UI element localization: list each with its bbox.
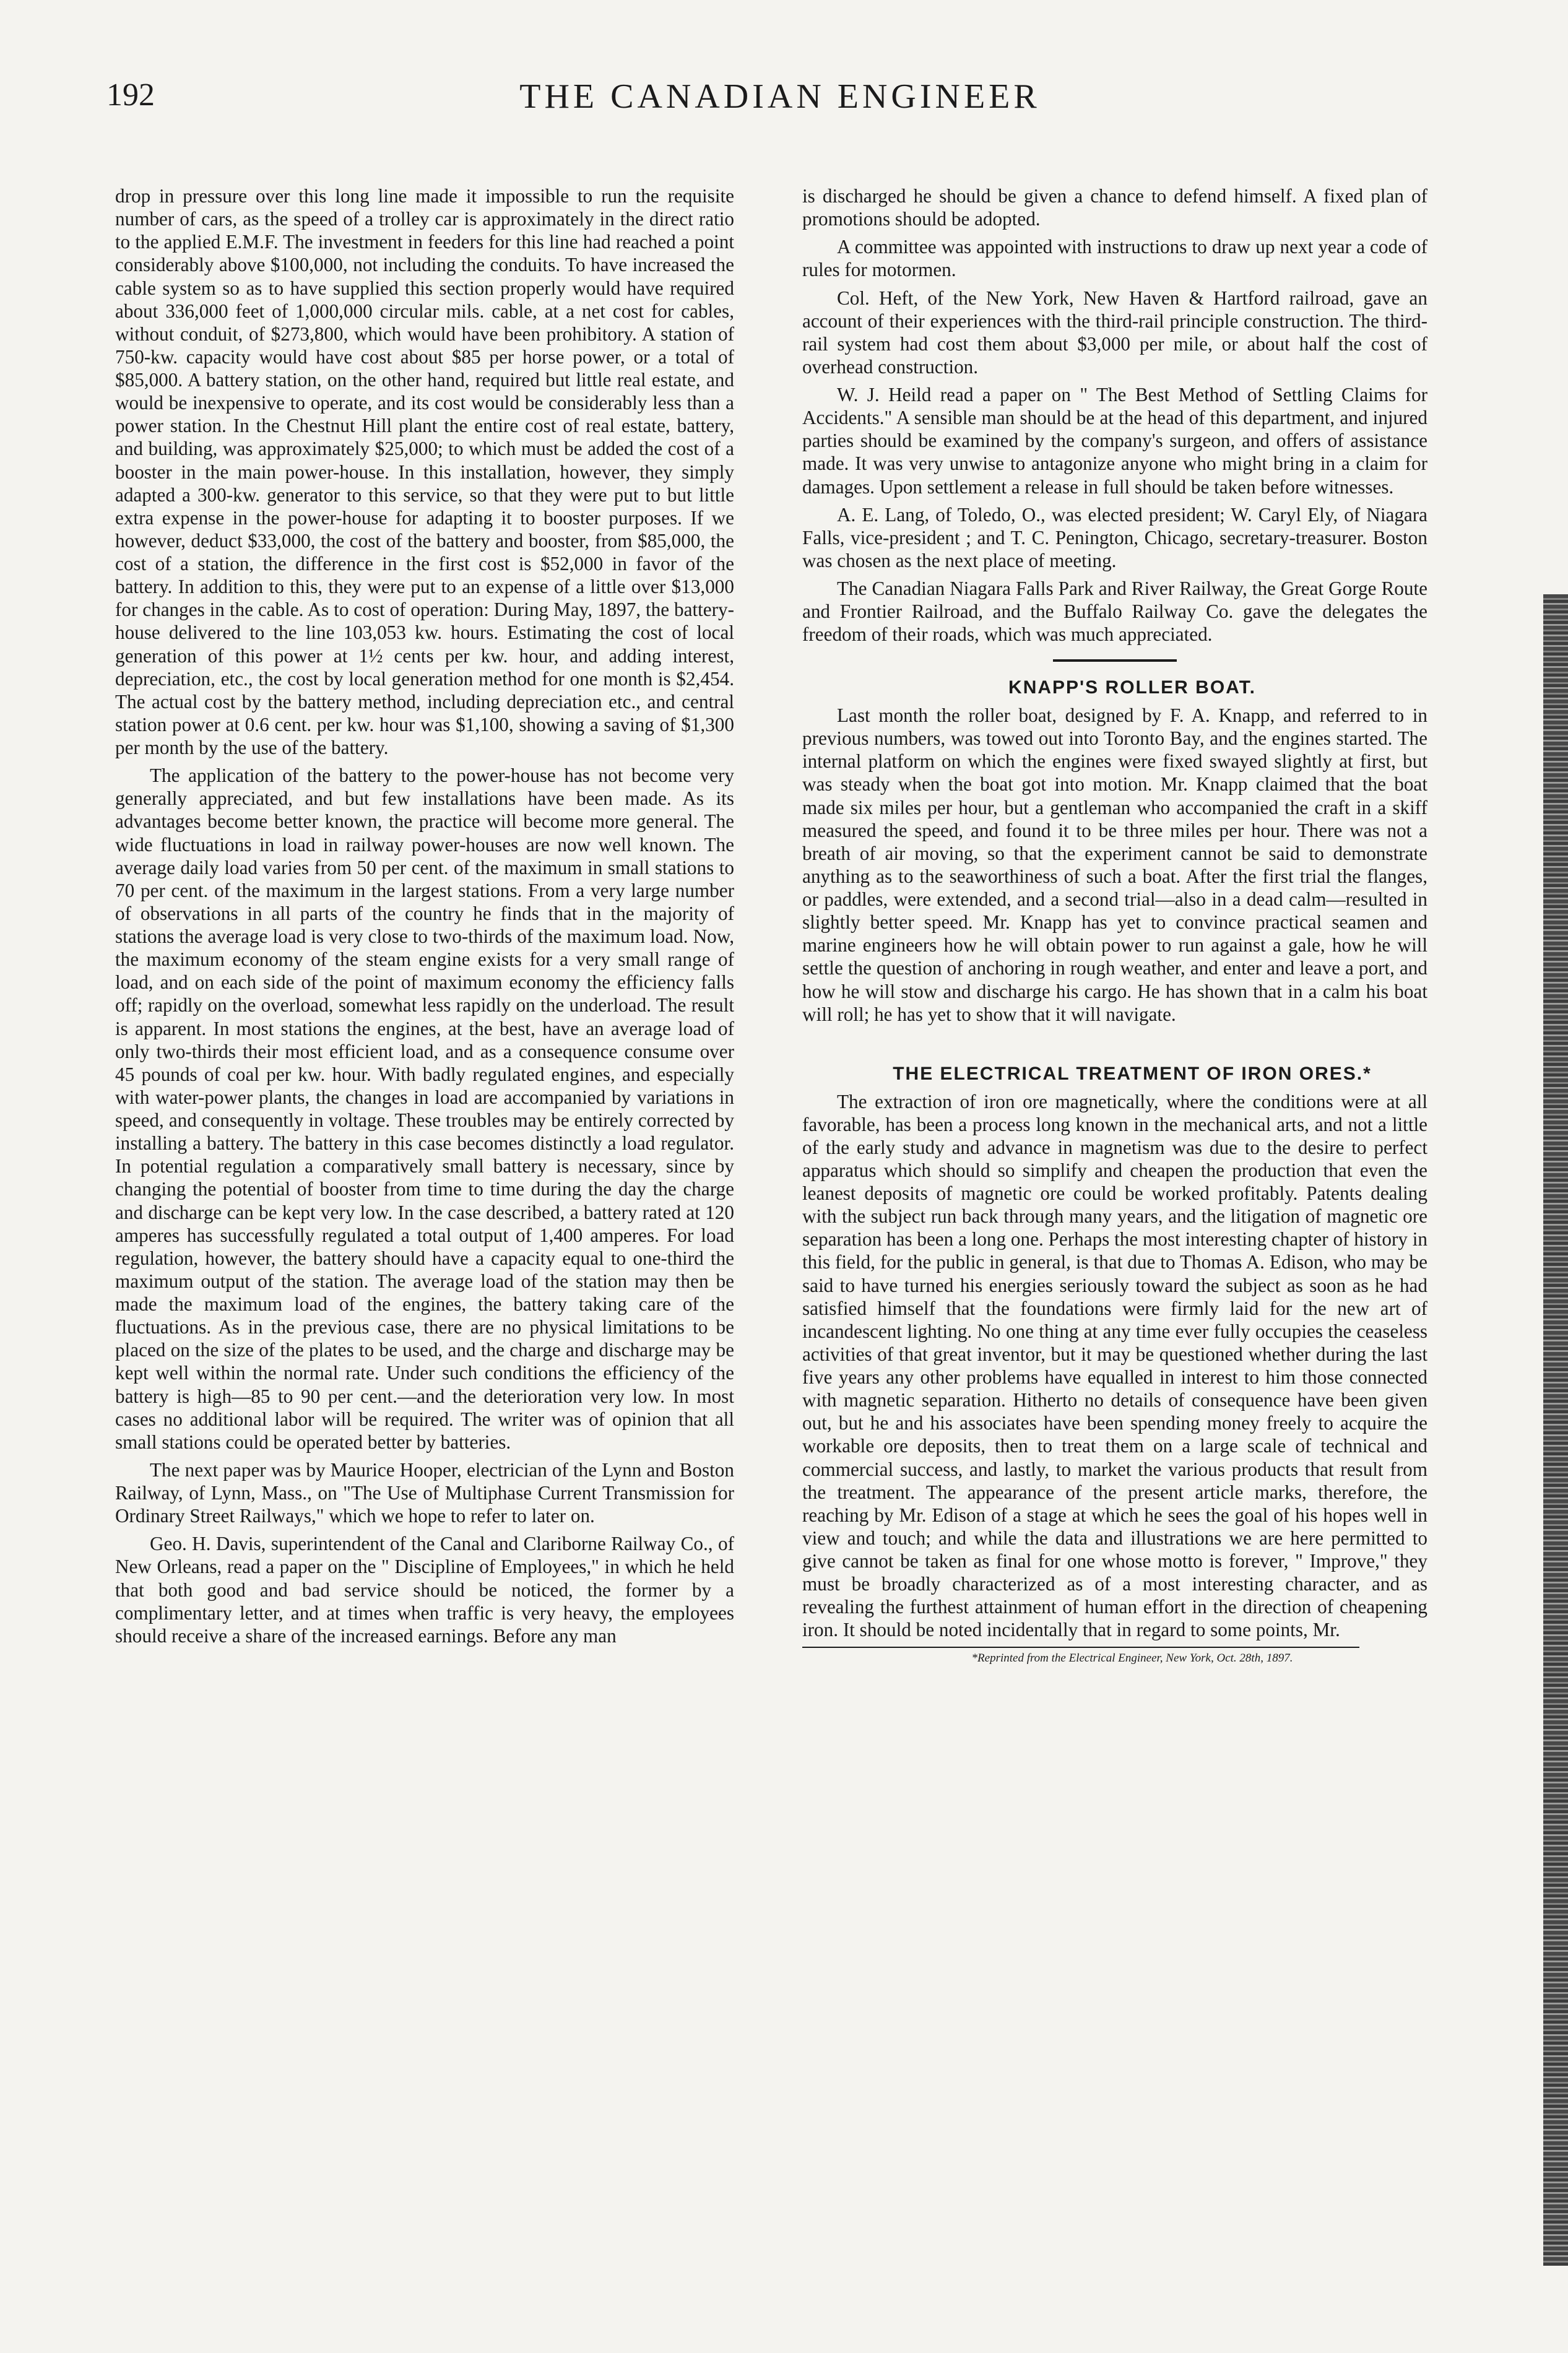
page-number: 192 <box>106 77 155 113</box>
paragraph: Last month the roller boat, designed by F. A. Knapp, and referred to in previous numbers, was towed out into Toronto Bay, and the engines started. The internal platform on which the engines were fixed swayed slightly at first, but was steady when the boat got into motion. Mr. Knapp claimed that the boat made six miles per hour, but a gentleman who accompanied the craft in a skiff measured the speed, and found it to be three miles per hour. There was not a breath of air moving, so that the experiment cannot be said to demonstrate anything as to the seaworthiness of such a boat. After the first trial the flanges, or paddles, were extended, and a second trial—also in a dead calm—resulted in slightly better speed. Mr. Knapp has yet to convince practical seamen and marine engineers how he will obtain power to run against a gale, how he will settle the question of anchoring in rough weather, and enter and leave a port, and how he will stow and discharge his cargo. He has shown that in a calm his boat will roll; he has yet to show that it will navigate. <box>802 704 1427 1025</box>
left-column <box>115 184 734 1647</box>
paragraph: The extraction of iron ore magnetically, where the conditions were at all favorable, has been a process long known in the mechanical arts, and not a little of the early study and advance in magnetism was due to the desire to perfect apparatus which should so simplify and cheapen the production that even the leanest deposits of magnetic ore could be worked profitably. Patents dealing with the subject run back through many years, and the litigation of magnetic ore separation has been a long one. Perhaps the most interesting chapter of history in this field, for the public in general, is that due to Thomas A. Edison, who may be said to have turned his energies seriously toward the subject as soon as he had satisfied himself that the foundations were firmly laid for the new art of incandescent lighting. No one thing at any time ever fully occupies the ceaseless activities of that great inventor, but it may be questioned whether during the last five years any other problems have equalled in interest to him those connected with magnetic separation. Hitherto no details of consequence have been given out, but he and his associates have been spending money freely to acquire the workable ore deposits, then to treat them on a large scale of technical and commercial success, and lastly, to market the various products that result from the treatment. The appearance of the present article marks, therefore, the reaching by Mr. Edison of a stage at which he sees the goal of his hopes well in view and touch; and while the data and illustrations we are here permitted to give cannot be taken as final for one whose motto is forever, " Improve," they must be broadly characterized as of a most interesting character, and as revealing the furthest attainment of human effort in the direction of cheapening iron. It should be noted incidentally that in regard to some points, Mr. <box>802 1090 1427 1641</box>
paragraph: Geo. H. Davis, superintendent of the Canal and Clariborne Railway Co., of New Orleans, read a paper on the " Discipline of Employees," in which he held that both good and bad service should be noticed, the former by a complimentary letter, and at times when traffic is very heavy, the employees should receive a share of the increased earnings. Before any man <box>115 1533 734 1647</box>
paragraph: is discharged he should be given a chance to defend himself. A fixed plan of promotions should be adopted. <box>802 185 1427 230</box>
section-divider <box>1053 659 1177 662</box>
paragraph: A. E. Lang, of Toledo, O., was elected president; W. Caryl Ely, of Niagara Falls, vice-president ; and T. C. Penington, Chicago, secretary-treasurer. Boston was chosen as the next place of meeting. <box>802 503 1427 571</box>
paragraph: drop in pressure over this long line made it impossible to run the requisite number of cars, as the speed of a trolley car is approximately in the direct ratio to the applied E.M.F. The investment in feeders for this line had reached a point considerably above $100,000, not including the conduits. To have increased the cable system so as to have supplied this section properly would have required about 336,000 feet of 1,000,000 circular mils. cable, at a net cost for cables, without conduit, of $273,800, which would have been prohibitory. A station of 750-kw. capacity would have cost about $85 per horse power, or a total of $85,000. A battery station, on the other hand, required but little real estate, and would be inexpensive to operate, and its cost would be considerably less than a power station. In the Chestnut Hill plant the entire cost of real estate, battery, and building, was approximately $25,000; to which must be added the cost of a booster in the main power-house. In this installation, however, they simply adapted a 300-kw. generator to this service, so that they were put to but little extra expense in the power-house for adapting it to booster purposes. If we however, deduct $33,000, the cost of the battery and booster, from $85,000, the cost of a station, the difference in the first cost is $52,000 in favor of the battery. In addition to this, they were put to an expense of a little over $13,000 for changes in the cable. As to cost of operation: During May, 1897, the battery-house delivered to the line 103,053 kw. hours. Estimating the cost of local generation of this power at 1½ cents per kw. hour, and adding interest, depreciation, etc., the cost by local generation method for one month is $2,454. The actual cost by the battery method, including depreciation etc., and central station power at 0.6 cent. per kw. hour was $1,100, showing a saving of $1,300 per month by the use of the battery. <box>115 185 734 758</box>
paragraph: The application of the battery to the power-house has not become very generally appreciated, and but few installations have been made. As its advantages become better known, the practice will become more general. The wide fluctuations in load in railway power-houses are now well known. The average daily load varies from 50 per cent. of the maximum in small stations to 70 per cent. of the maximum in the largest stations. From a very large number of observations in all parts of the country he finds that in the majority of stations the average load is very close to two-thirds of the maximum load. Now, the maximum economy of the steam engine exists for a very small range of load, and on each side of the point of maximum economy the efficiency falls off; rapidly on the overload, somewhat less rapidly on the underload. The result is apparent. In most stations the engines, at the best, have an average load of only two-thirds their most efficient load, and as a consequence consume over 45 pounds of coal per kw. hour. With badly regulated engines, and especially with water-power plants, the changes in load are accompanied by variations in speed, and consequently in voltage. These troubles may be entirely corrected by installing a battery. The battery in this case becomes distinctly a load regulator. In potential regulation a comparatively small battery is necessary, since by changing the potential of booster from time to time during the day the charge and discharge can be kept very low. In the case described, a battery rated at 120 amperes has successfully regulated a total output of 1,400 amperes. For load regulation, however, the battery should have a capacity equal to one-third the maximum output of the station. The average load of the station may then be made the maximum load of the engines, the battery taking care of the fluctuations. As in the previous case, there are no physical limitations to be placed on the size of the plates to be used, and the charge and discharge may be kept well within the normal rate. Under such conditions the efficiency of the battery is high—85 to 90 per cent.—and the deterioration very low. In most cases no additional labor will be required. The writer was of opinion that all small stations could be operated better by batteries. <box>115 765 734 1453</box>
running-title: THE CANADIAN ENGINEER <box>519 77 1041 116</box>
footnote-divider <box>802 1647 1359 1648</box>
paragraph: The Canadian Niagara Falls Park and River Railway, the Great Gorge Route and Frontier Railroad, and the Buffalo Railway Co. gave the delegates the freedom of their roads, which was much appreciated. <box>802 578 1427 646</box>
paragraph: A committee was appointed with instructions to draw up next year a code of rules for motormen. <box>802 236 1427 281</box>
article-heading-iron-ores: THE ELECTRICAL TREATMENT OF IRON ORES.* <box>893 1063 1372 1084</box>
paragraph: Col. Heft, of the New York, New Haven & Hartford railroad, gave an account of their experiences with the third-rail principle construction. The third-rail system had cost them about $3,000 per mile, or about half the cost of overhead construction. <box>802 287 1427 378</box>
scan-edge-artifact <box>1543 594 1568 2266</box>
paragraph: W. J. Heild read a paper on " The Best Method of Settling Claims for Accidents." A sensible man should be at the head of this department, and injured parties should be examined by the company's surgeon, and offers of assistance made. It was very unwise to antagonize anyone who might bring in a claim for damages. Upon settlement a release in full should be taken before witnesses. <box>802 384 1427 498</box>
right-column <box>802 184 1427 1665</box>
footnote: *Reprinted from the Electrical Engineer, New York, Oct. 28th, 1897. <box>971 1651 1293 1665</box>
article-heading-knapps-roller-boat: KNAPP'S ROLLER BOAT. <box>1008 677 1256 698</box>
paragraph: The next paper was by Maurice Hooper, electrician of the Lynn and Boston Railway, of Lynn, Mass., on "The Use of Multiphase Current Transmission for Ordinary Street Railways," which we hope to refer to later on. <box>115 1458 734 1527</box>
